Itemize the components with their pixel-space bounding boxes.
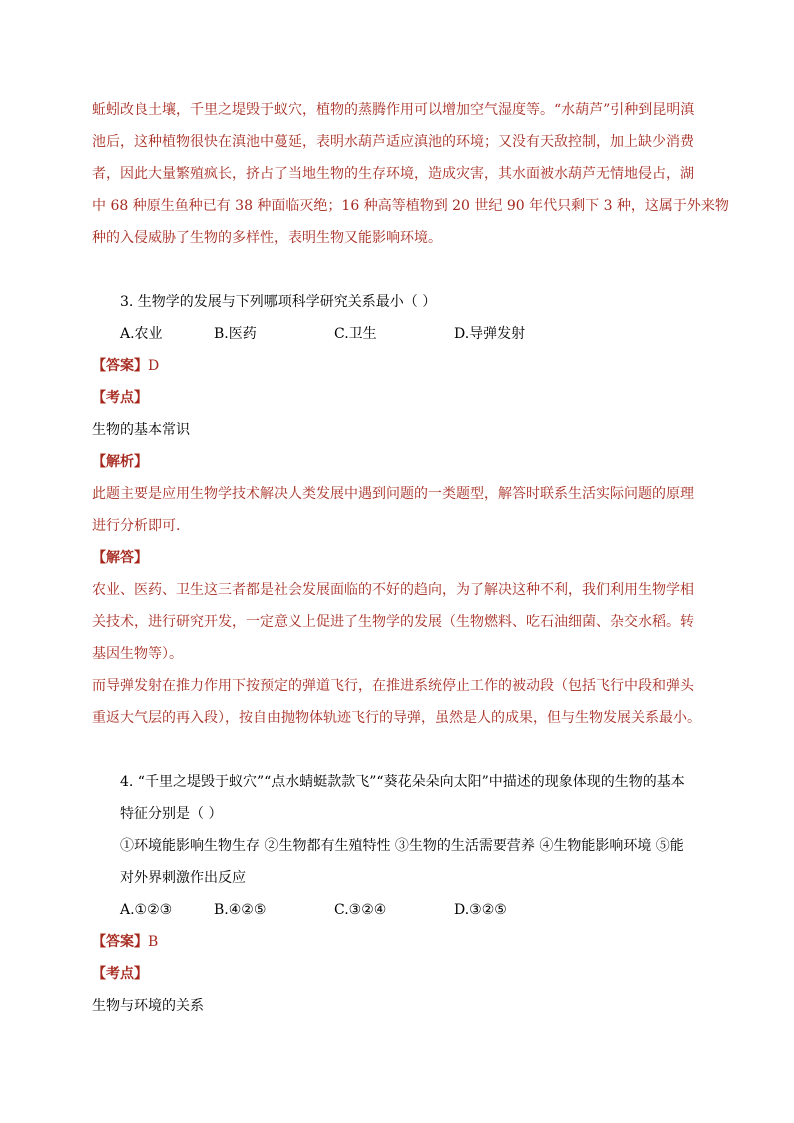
- answer-value: D: [148, 358, 160, 374]
- q3-option-a: A.农业: [120, 326, 163, 342]
- prev-solution-line: 中 68 种原生鱼种已有 38 种面临灭绝；16 种高等植物到 20 世纪 90 年代只剩下 3 种，这属于外来物: [92, 198, 729, 214]
- jieda-line: 农业、医药、卫生这三者都是社会发展面临的不好的趋向，为了解决这种不利，我们利用生物学相: [92, 582, 694, 598]
- q4-option-a: A.①②③: [120, 902, 173, 918]
- q4-option-b: B.④②⑤: [214, 902, 267, 918]
- prev-solution-line: 者，因此大量繁殖疯长，挤占了当地生物的生存环境，造成灾害，其水面被水葫芦无情地侵占，湖: [92, 166, 694, 182]
- q3-stem: 3. 生物学的发展与下列哪项科学研究关系最小（ ）: [120, 294, 437, 310]
- jieda-label: 【解答】: [92, 550, 148, 566]
- prev-solution-line: 蚯蚓改良土壤，千里之堤毁于蚁穴，植物的蒸腾作用可以增加空气湿度等。“水葫芦”引种到昆明滇: [92, 102, 695, 118]
- prev-solution-line: 池后，这种植物很快在滇池中蔓延，表明水葫芦适应滇池的环境；又没有天敌控制，加上缺少消费: [92, 134, 694, 150]
- jieda-line: 重返大气层的再入段），按自由抛物体轨迹飞行的导弹，虽然是人的成果，但与生物发展关系最小。: [92, 710, 701, 726]
- q4-option-c: C.③②④: [334, 902, 387, 918]
- kaodian-label: 【考点】: [92, 390, 148, 406]
- jiexi-line: 此题主要是应用生物学技术解决人类发展中遇到问题的一类题型，解答时联系生活实际问题的原理: [92, 486, 694, 502]
- q3-answer-row: [92, 356, 159, 376]
- kaodian-text: 生物的基本常识: [92, 422, 190, 438]
- jieda-line: 基因生物等）。: [92, 646, 183, 662]
- q3-option-c: C.卫生: [334, 326, 377, 342]
- q4-option-d: D.③②⑤: [454, 902, 507, 918]
- jiexi-line: 进行分析即可.: [92, 518, 181, 534]
- jiexi-label: 【解析】: [92, 454, 148, 470]
- answer-label: 【答案】: [92, 934, 148, 950]
- jieda-line: 而导弹发射在推力作用下按预定的弹道飞行，在推进系统停止工作的被动段（包括飞行中段和弹头: [92, 678, 694, 694]
- prev-solution-line: 种的入侵威胁了生物的多样性，表明生物又能影响环境。: [92, 230, 442, 246]
- q4-stem-line: 特征分别是（ ）: [120, 806, 223, 822]
- q4-choices-line: 对外界刺激作出反应: [120, 870, 246, 886]
- q4-stem-line: 4. “千里之堤毁于蚁穴”“点水蜻蜓款款飞”“葵花朵朵向太阳”中描述的现象体现的生物的基本: [120, 774, 685, 790]
- q3-option-d: D.导弹发射: [454, 326, 526, 342]
- answer-label: 【答案】: [92, 358, 148, 374]
- q3-option-b: B.医药: [214, 326, 257, 342]
- jieda-line: 关技术，进行研究开发，一定意义上促进了生物学的发展（生物燃料、吃石油细菌、杂交水稻。转: [92, 614, 694, 630]
- kaodian-label: 【考点】: [92, 966, 148, 982]
- q4-choices-line: ①环境能影响生物生存 ②生物都有生殖特性 ③生物的生活需要营养 ④生物能影响环境 ⑤能: [120, 838, 684, 854]
- answer-value: B: [148, 934, 159, 950]
- kaodian-text: 生物与环境的关系: [92, 998, 204, 1014]
- q4-answer-row: [92, 932, 158, 952]
